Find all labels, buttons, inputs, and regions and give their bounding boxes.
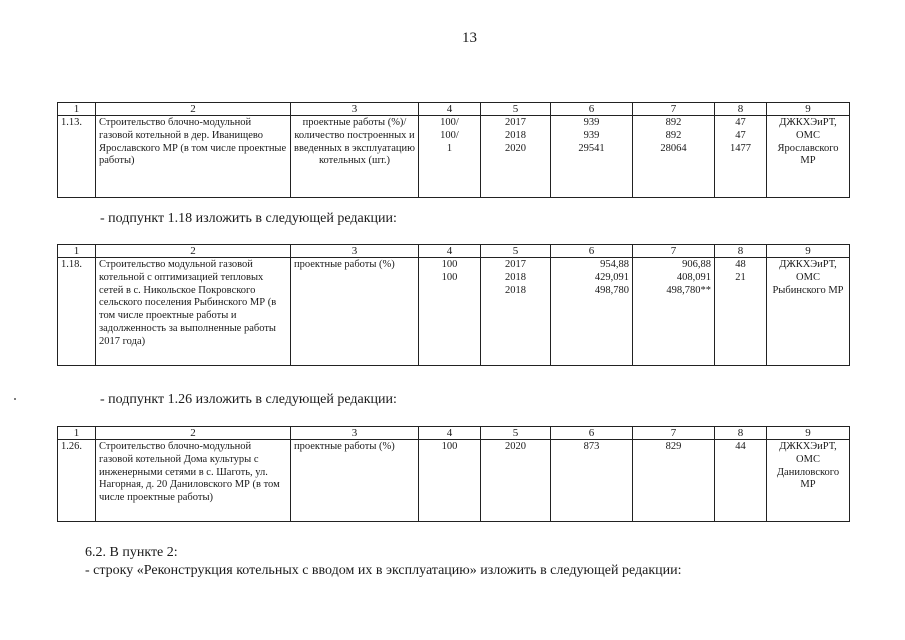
header-cell: 8 <box>715 427 767 440</box>
table-header-row <box>58 103 850 116</box>
header-cell: 5 <box>481 103 551 116</box>
header-cell: 7 <box>633 103 715 116</box>
item-number: 1.13. <box>58 116 96 198</box>
item-indicator: проектные работы (%) <box>291 258 419 366</box>
paragraph-subitem-1-26: - подпункт 1.26 изложить в следующей редакции: <box>100 392 397 407</box>
paragraph-subitem-1-18: - подпункт 1.18 изложить в следующей редакции: <box>100 211 397 226</box>
header-cell: 8 <box>715 245 767 258</box>
item-col8: 44 <box>715 440 767 522</box>
table-header-row <box>58 427 850 440</box>
item-year: 2017 2018 2020 <box>481 116 551 198</box>
header-cell: 9 <box>767 245 850 258</box>
header-cell: 7 <box>633 245 715 258</box>
item-year: 2020 <box>481 440 551 522</box>
item-col6: 939 939 29541 <box>551 116 633 198</box>
table-header-row <box>58 245 850 258</box>
section-heading-6-2: 6.2. В пункте 2: <box>85 545 178 560</box>
header-cell: 2 <box>96 245 291 258</box>
table-row <box>58 440 850 522</box>
item-col8: 48 21 <box>715 258 767 366</box>
header-cell: 3 <box>291 427 419 440</box>
item-col6: 954,88 429,091 498,780 <box>551 258 633 366</box>
header-cell: 4 <box>419 245 481 258</box>
header-cell: 6 <box>551 427 633 440</box>
table-row <box>58 258 850 366</box>
item-col4: 100 <box>419 440 481 522</box>
item-executor: ДЖКХЭиРТ, ОМС Даниловского МР <box>767 440 850 522</box>
item-name: Строительство модульной газовой котельной с оптимизацией тепловых сетей в с. Никольское Покровского сельского поселения Рыбинского МР (в том числе проектные работы и задолженность за выполненные работы 2017 года) <box>96 258 291 366</box>
header-cell: 2 <box>96 427 291 440</box>
paragraph-line-reconstruction: - строку «Реконструкция котельных с вводом их в эксплуатацию» изложить в следующей редакции: <box>85 563 682 578</box>
item-col7: 892 892 28064 <box>633 116 715 198</box>
header-cell: 9 <box>767 427 850 440</box>
page-number: 13 <box>462 30 477 46</box>
item-year: 2017 2018 2018 <box>481 258 551 366</box>
item-col6: 873 <box>551 440 633 522</box>
item-number: 1.26. <box>58 440 96 522</box>
item-col4: 100 100 <box>419 258 481 366</box>
header-cell: 2 <box>96 103 291 116</box>
item-col4: 100/ 100/ 1 <box>419 116 481 198</box>
header-cell: 9 <box>767 103 850 116</box>
header-cell: 5 <box>481 427 551 440</box>
item-col7: 906,88 408,091 498,780** <box>633 258 715 366</box>
header-cell: 6 <box>551 103 633 116</box>
header-cell: 1 <box>58 103 96 116</box>
header-cell: 5 <box>481 245 551 258</box>
item-col7: 829 <box>633 440 715 522</box>
item-name: Строительство блочно-модульной газовой котельной Дома культуры с инженерными сетями в с. Шаготь, ул. Нагорная, д. 20 Даниловского МР (в том числе проектные работы) <box>96 440 291 522</box>
item-indicator: проектные работы (%)/ количество построенных и введенных в эксплуатацию котельных (шт.) <box>291 116 419 198</box>
table-item-1-13 <box>57 102 850 198</box>
header-cell: 4 <box>419 103 481 116</box>
table-item-1-18 <box>57 244 850 366</box>
header-cell: 3 <box>291 245 419 258</box>
item-name: Строительство блочно-модульной газовой котельной в дер. Иванищево Ярославского МР (в том числе проектные работы) <box>96 116 291 198</box>
header-cell: 1 <box>58 245 96 258</box>
item-executor: ДЖКХЭиРТ, ОМС Рыбинского МР <box>767 258 850 366</box>
item-executor: ДЖКХЭиРТ, ОМС Ярославского МР <box>767 116 850 198</box>
header-cell: 6 <box>551 245 633 258</box>
item-indicator: проектные работы (%) <box>291 440 419 522</box>
table-item-1-26 <box>57 426 850 522</box>
item-col8: 47 47 1477 <box>715 116 767 198</box>
header-cell: 7 <box>633 427 715 440</box>
scan-speck <box>14 398 16 400</box>
item-number: 1.18. <box>58 258 96 366</box>
header-cell: 8 <box>715 103 767 116</box>
header-cell: 3 <box>291 103 419 116</box>
table-row <box>58 116 850 198</box>
header-cell: 1 <box>58 427 96 440</box>
header-cell: 4 <box>419 427 481 440</box>
